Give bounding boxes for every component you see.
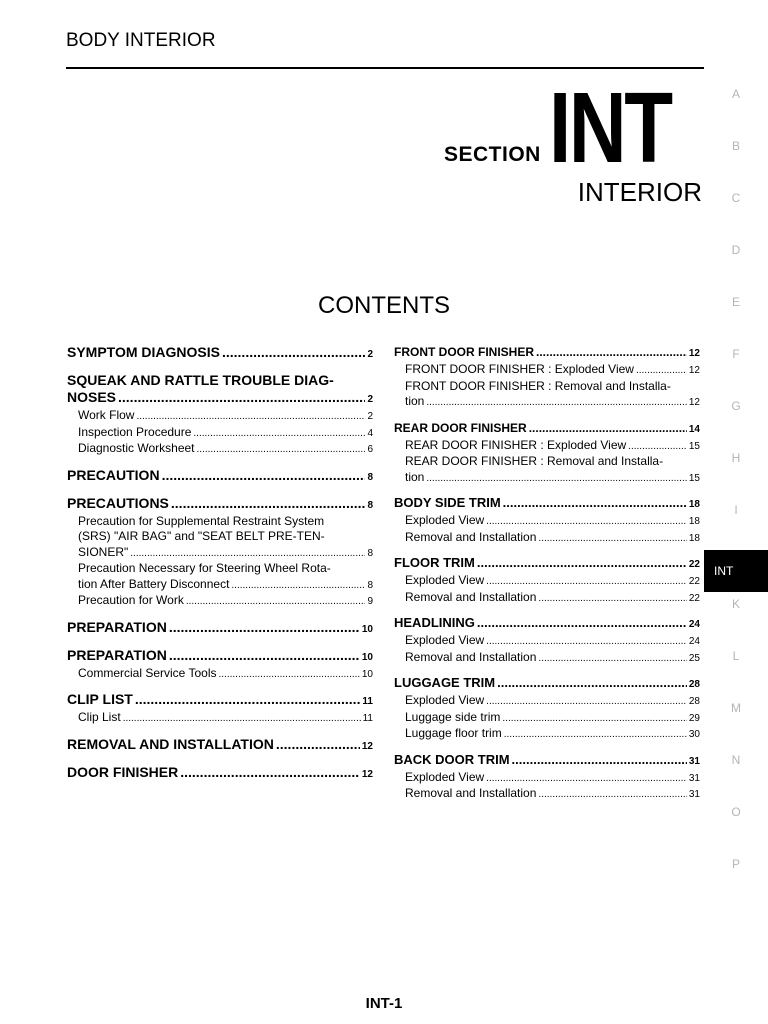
toc-entry[interactable]: REAR DOOR FINISHER ..... 14: [394, 420, 700, 438]
index-tab-g[interactable]: G: [731, 399, 741, 413]
section-code: INT: [549, 72, 671, 184]
toc-subentry[interactable]: tion ..... 12: [394, 394, 700, 411]
toc-entry-line[interactable]: SQUEAK AND RATTLE TROUBLE DIAG-: [67, 372, 334, 388]
toc-entry[interactable]: SYMPTOM DIAGNOSIS ..... 2: [67, 344, 373, 363]
toc-entry[interactable]: NOSES ..... 2: [67, 389, 373, 408]
toc-entry[interactable]: PRECAUTION ..... 8: [67, 467, 373, 486]
toc-subentry[interactable]: Removal and Installation ..... 31: [394, 786, 700, 803]
toc-subentry[interactable]: Removal and Installation ..... 25: [394, 650, 700, 667]
toc-entry[interactable]: PREPARATION ..... 10: [67, 619, 373, 638]
index-tab-h[interactable]: H: [731, 451, 741, 465]
index-tab-c[interactable]: C: [731, 191, 741, 205]
index-tab-d[interactable]: D: [731, 243, 741, 257]
index-tab-o[interactable]: O: [731, 805, 741, 819]
toc-subentry[interactable]: Luggage side trim ..... 29: [394, 710, 700, 727]
header-title: BODY INTERIOR: [66, 30, 216, 51]
toc-subentry[interactable]: Work Flow ..... 2: [67, 408, 373, 425]
toc-subentry[interactable]: REAR DOOR FINISHER : Exploded View ..... 15: [394, 438, 700, 455]
index-tab-l[interactable]: L: [732, 649, 740, 663]
section-index-tabs: [704, 82, 768, 904]
toc-subentry[interactable]: Exploded View ..... 28: [394, 693, 700, 710]
toc-subentry[interactable]: Inspection Procedure ..... 4: [67, 425, 373, 442]
index-tab-int[interactable]: INT: [704, 550, 768, 592]
section-label: SECTION: [444, 143, 541, 166]
toc-subentry-line[interactable]: FRONT DOOR FINISHER : Removal and Installa-: [405, 378, 671, 393]
index-tab-b[interactable]: B: [731, 139, 740, 153]
toc-entry[interactable]: BODY SIDE TRIM ..... 18: [394, 495, 700, 513]
index-tab-k[interactable]: K: [731, 597, 740, 611]
toc-subentry[interactable]: Exploded View ..... 24: [394, 633, 700, 650]
toc-entry[interactable]: FRONT DOOR FINISHER ..... 12: [394, 344, 700, 362]
toc-subentry[interactable]: Exploded View ..... 18: [394, 513, 700, 530]
toc-subentry-line[interactable]: Precaution Necessary for Steering Wheel Rota-: [78, 561, 331, 575]
toc-subentry[interactable]: Precaution for Work ..... 9: [67, 593, 373, 610]
toc-subentry[interactable]: Removal and Installation ..... 22: [394, 590, 700, 607]
index-tab-n[interactable]: N: [731, 753, 741, 767]
toc-subentry-line[interactable]: REAR DOOR FINISHER : Removal and Installa-: [405, 454, 664, 468]
toc-left-column: [67, 344, 373, 783]
toc-subentry-line[interactable]: Precaution for Supplemental Restraint System: [78, 513, 325, 528]
index-tab-a[interactable]: A: [731, 87, 740, 101]
index-tab-i[interactable]: I: [734, 503, 738, 517]
toc-subentry[interactable]: Exploded View ..... 31: [394, 770, 700, 787]
toc-entry[interactable]: LUGGAGE TRIM ..... 28: [394, 675, 700, 693]
toc-subentry[interactable]: Removal and Installation ..... 18: [394, 530, 700, 547]
toc-subentry[interactable]: Diagnostic Worksheet ..... 6: [67, 441, 373, 458]
toc-right-column: [394, 344, 700, 803]
toc-entry[interactable]: REMOVAL AND INSTALLATION ..... 12: [67, 736, 373, 755]
toc-entry[interactable]: PREPARATION ..... 10: [67, 647, 373, 666]
toc-subentry[interactable]: Clip List ..... 11: [67, 710, 373, 727]
toc-entry[interactable]: BACK DOOR TRIM ..... 31: [394, 752, 700, 770]
index-tab-m[interactable]: M: [731, 701, 741, 715]
index-tab-p[interactable]: P: [731, 857, 740, 871]
toc-entry[interactable]: FLOOR TRIM ..... 22: [394, 555, 700, 573]
toc-subentry[interactable]: tion After Battery Disconnect ..... 8: [67, 577, 373, 594]
toc-subentry[interactable]: Exploded View ..... 22: [394, 573, 700, 590]
index-tab-f[interactable]: F: [732, 347, 740, 361]
toc-entry[interactable]: PRECAUTIONS ..... 8: [67, 495, 373, 514]
toc-subentry[interactable]: Luggage floor trim ..... 30: [394, 726, 700, 743]
toc-subentry[interactable]: SIONER" ..... 8: [67, 545, 373, 562]
toc-subentry-line[interactable]: (SRS) "AIR BAG" and "SEAT BELT PRE-TEN-: [78, 529, 325, 543]
toc-entry[interactable]: HEADLINING ..... 24: [394, 615, 700, 633]
toc-subentry[interactable]: tion ..... 15: [394, 470, 700, 487]
section-name: INTERIOR: [577, 177, 702, 207]
toc-subentry[interactable]: Commercial Service Tools ..... 10: [67, 666, 373, 683]
index-tab-e[interactable]: E: [731, 295, 740, 309]
header-rule: [66, 67, 704, 69]
toc-entry[interactable]: CLIP LIST ..... 11: [67, 691, 373, 710]
contents-title: CONTENTS: [318, 292, 450, 319]
toc-entry[interactable]: DOOR FINISHER ..... 12: [67, 764, 373, 783]
toc-subentry[interactable]: FRONT DOOR FINISHER : Exploded View ..... 12: [394, 362, 700, 379]
page-number: INT-1: [365, 995, 403, 1012]
